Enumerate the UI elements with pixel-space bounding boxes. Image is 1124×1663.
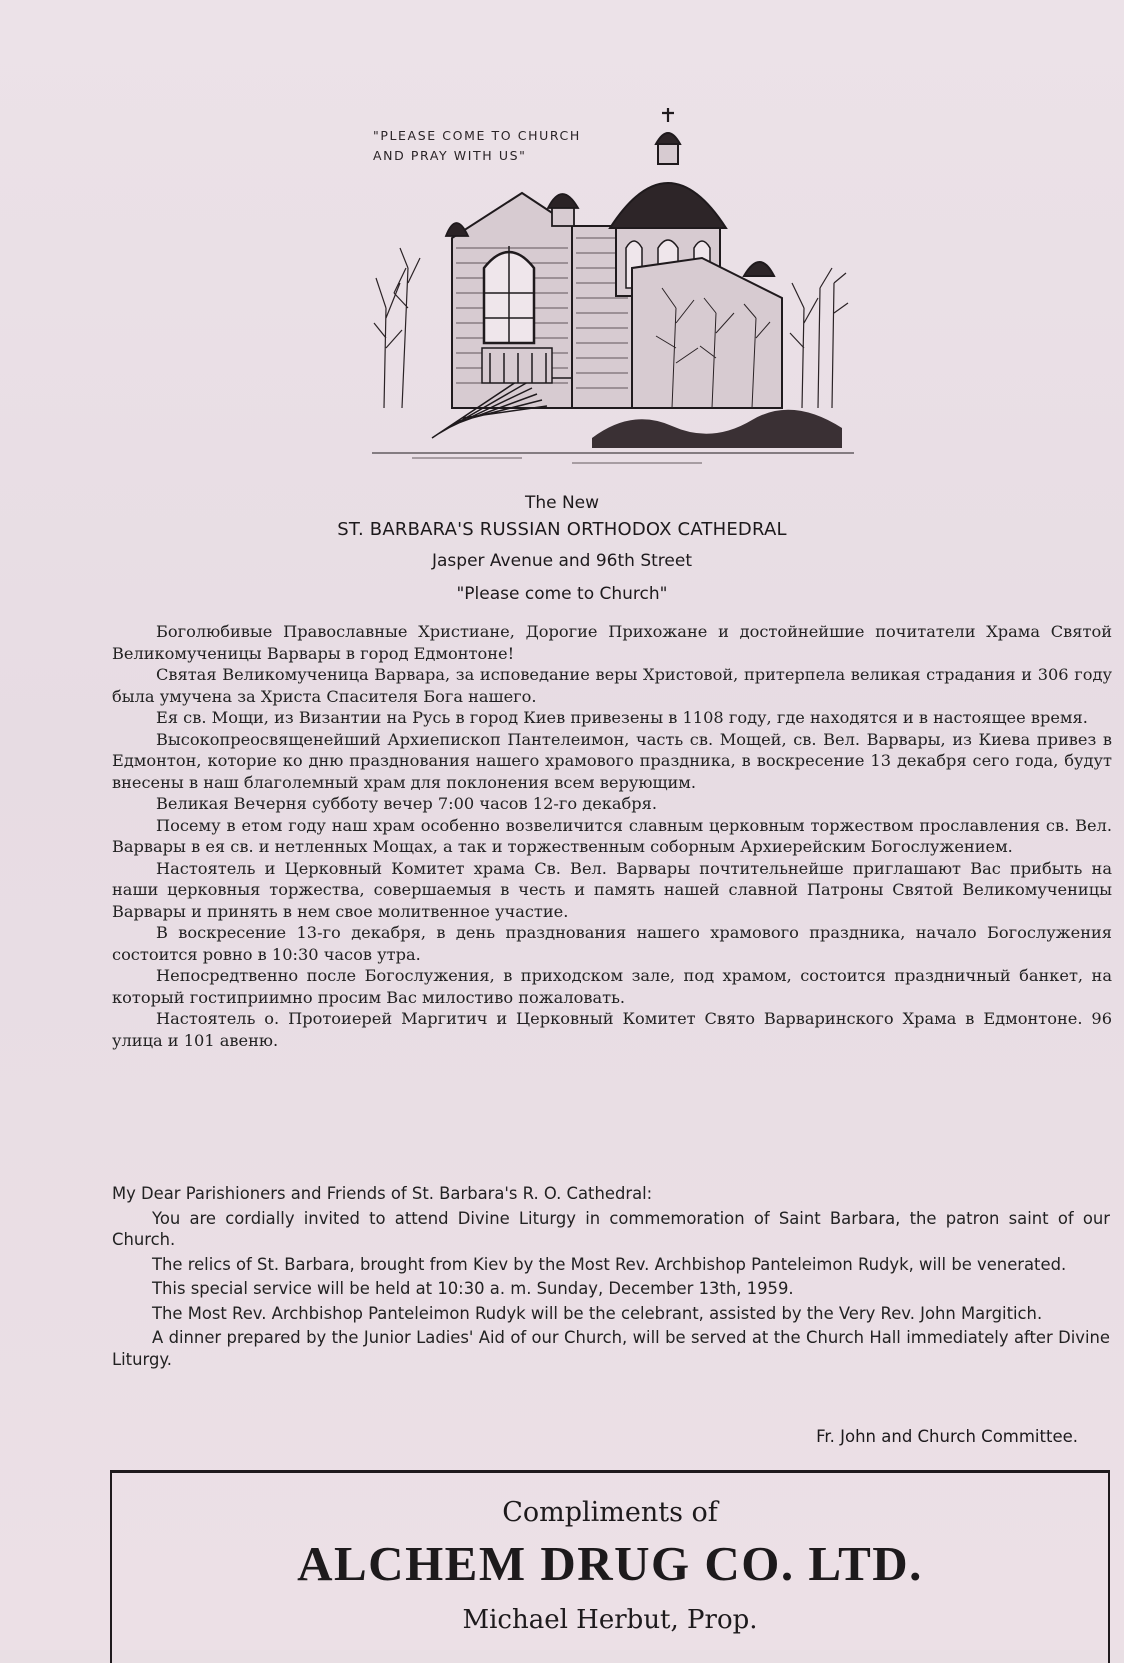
russian-paragraph: Ея св. Мощи, из Византии на Русь в город Киев привезены в 1108 году, где находятся и в настоящее время. <box>156 708 1088 727</box>
advert-compliments: Compliments of <box>502 1497 718 1528</box>
signature: Fr. John and Church Committee. <box>816 1427 1078 1446</box>
english-paragraph: The Most Rev. Archbishop Panteleimon Rudyk will be the celebrant, assisted by the Very Rev. John Margitich. <box>152 1303 1043 1323</box>
english-text <box>112 1183 1110 1370</box>
advertisement-box <box>110 1470 1110 1663</box>
cathedral-address: Jasper Avenue and 96th Street <box>431 551 692 571</box>
russian-paragraph: Святая Великомученица Варвара, за исповедание веры Христовой, притерпела великая страдания и 306 году была умучена за Христа Спасителя Бога нашего. <box>112 665 1112 706</box>
russian-paragraph: Настоятель о. Протоиерей Маргитич и Церковный Комитет Свято Варваринского Храма в Едмонтоне. 96 улица и 101 авеню. <box>112 1009 1112 1050</box>
russian-paragraph: Высокопреосвященейший Архиепископ Пантелеимон, часть св. Мощей, св. Вел. Варвары, из Киева привез в Едмонтон, которие ко дню празднования нашего храмового праздника, в воскресение 13 декабря сего года, будут внесены в наш благолемный храм для поклонения всем верующим. <box>112 729 1112 792</box>
cathedral-drawing-icon <box>372 108 854 480</box>
russian-paragraph: Настоятель и Церковный Комитет храма Св. Вел. Варвары почтительнейше приглашают Вас прибыть на наши церковныя торжества, совершаемыя в честь и память нашей славной Патроны Святой Великомученицы Варвары и принять в нем свое молитвенное участие. <box>112 858 1112 921</box>
caption-line-1: "PLEASE COME TO CHURCH <box>373 128 581 143</box>
title-the-new: The New <box>524 493 600 513</box>
caption-line-2: AND PRAY WITH US" <box>373 148 527 163</box>
russian-paragraph: Непосредтвенно после Богослужения, в приходском зале, под храмом, состоится праздничный банкет, на который гостиприимно просим Вас милостиво пожаловать. <box>112 966 1112 1007</box>
russian-paragraph: В воскресение 13-го декабря, в день празднования нашего храмового праздника, начало Богослужения состоится ровно в 10:30 часов утра. <box>112 923 1112 964</box>
cathedral-name: ST. BARBARA'S RUSSIAN ORTHODOX CATHEDRAL <box>337 519 787 540</box>
english-paragraph: A dinner prepared by the Junior Ladies' Aid of our Church, will be served at the Church Hall immediately after Divine Liturgy. <box>112 1328 1110 1369</box>
russian-text <box>112 621 1112 1051</box>
english-paragraph: This special service will be held at 10:30 a. m. Sunday, December 13th, 1959. <box>152 1279 794 1298</box>
invitation-line: "Please come to Church" <box>456 584 668 604</box>
english-greeting: My Dear Parishioners and Friends of St. Barbara's R. O. Cathedral: <box>112 1184 653 1203</box>
english-paragraph: You are cordially invited to attend Divine Liturgy in commemoration of Saint Barbara, the patron saint of our Church. <box>112 1208 1110 1249</box>
english-paragraph: The relics of St. Barbara, brought from Kiev by the Most Rev. Archbishop Panteleimon Rudyk, will be venerated. <box>152 1254 1067 1274</box>
russian-paragraph: Великая Вечерня субботу вечер 7:00 часов 12-го декабря. <box>156 794 658 813</box>
russian-paragraph: Боголюбивые Православные Христиане, Дорогие Прихожане и достойнейшие почитатели Храма Святой Великомученицы Варвары в город Едмонтоне! <box>112 622 1112 663</box>
advert-proprietor: Michael Herbut, Prop. <box>462 1605 758 1635</box>
russian-paragraph: Посему в етом году наш храм особенно возвеличится славным церковным торжеством прославления св. Вел. Варвары в ея св. и нетленных Мощах, а так и торжественным соборным Архиерейским Богослужением. <box>112 815 1112 856</box>
advert-firm-name: ALCHEM DRUG CO. LTD. <box>297 1536 923 1591</box>
